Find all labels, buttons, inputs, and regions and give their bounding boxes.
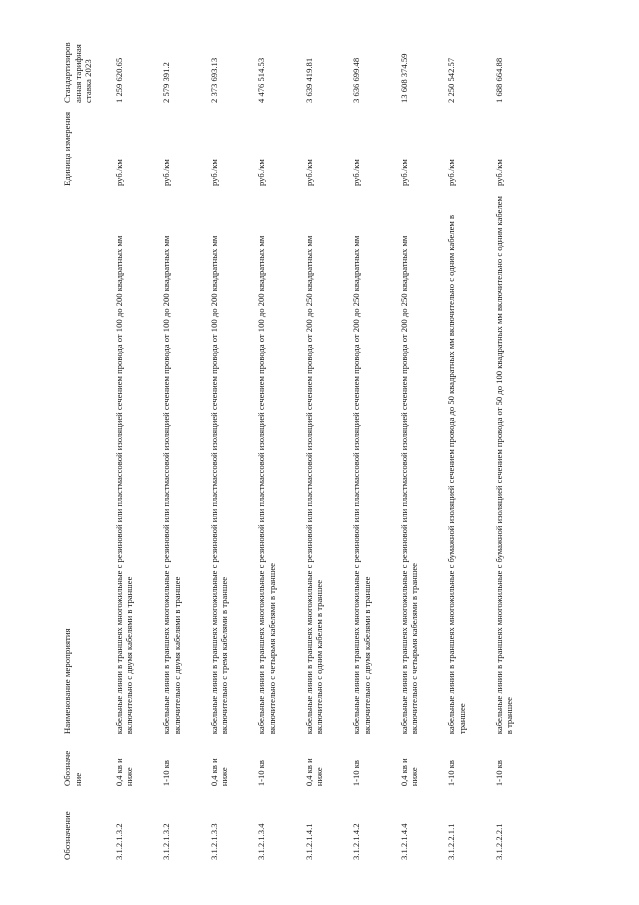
cell-rate: 2 250 542.57	[446, 57, 456, 103]
cell-name: кабельные линии в траншеях многожильные с резиновой или пластмассовой изоляцией сечением провода от 200 до 250 квадратных мм включительно с двумя кабелями в траншее	[351, 235, 372, 735]
cell-code: 3.1.2.1.3.3	[208, 823, 219, 860]
header-voltage: Обозначе ние	[62, 750, 83, 787]
cell-unit: руб./км	[208, 159, 219, 187]
table-header-row	[62, 25, 114, 860]
cell-unit: руб./км	[446, 159, 456, 187]
cell-code: 3.1.2.1.4.1	[303, 823, 314, 860]
cell-code: 3.1.2.1.3.4	[256, 823, 266, 860]
table-row	[399, 25, 447, 860]
header-unit: Единица измерения	[62, 111, 72, 187]
cell-name: кабельные линии в траншеях многожильные с резиновой или пластмассовой изоляцией сечением провода от 200 до 250 квадратных мм включительно с одним кабелем в траншее	[303, 235, 324, 735]
header-name: Наименование мероприятия	[62, 628, 72, 735]
cell-voltage: 1-10 кв	[351, 760, 361, 787]
cell-rate: 3 639 419.81	[303, 57, 314, 103]
cell-rate: 4 476 514.53	[256, 57, 266, 103]
tariff-table	[62, 25, 541, 860]
cell-voltage: 1-10 кв	[446, 760, 456, 787]
cell-name: кабельные линии в траншеях многожильные с бумажной изоляцией сечением провода до 50 квадратных мм включительно с одним кабелем в траншее	[446, 214, 467, 735]
cell-code: 3.1.2.1.3.2	[113, 823, 124, 860]
cell-name: кабельные линии в траншеях многожильные с резиновой или пластмассовой изоляцией сечением провода от 100 до 200 квадратных мм включительно с тремя кабелями в траншее	[208, 235, 229, 735]
cell-name: кабельные линии в траншеях многожильные с резиновой или пластмассовой изоляцией сечением провода от 100 до 200 квадратных мм включительно с четырьмя кабелями в траншее	[256, 235, 277, 735]
table-row	[209, 25, 257, 860]
cell-voltage: 1-10 кв	[493, 760, 504, 787]
cell-rate: 13 608 374.59	[398, 53, 409, 103]
table-row	[494, 25, 542, 860]
cell-code: 3.1.2.2.1.1	[446, 823, 456, 860]
cell-name: кабельные линии в траншеях многожильные с резиновой или пластмассовой изоляцией сечением провода от 100 до 200 квадратных мм включительно с двумя кабелями в траншее	[161, 235, 182, 735]
table-row	[304, 25, 352, 860]
cell-voltage: 1-10 кв	[256, 760, 266, 787]
cell-name: кабельные линии в траншеях многожильные с резиновой или пластмассовой изоляцией сечением провода от 200 до 250 квадратных мм включительно с четырьмя кабелями в траншее	[398, 235, 419, 735]
cell-unit: руб./км	[303, 159, 314, 187]
table-row	[114, 25, 162, 860]
cell-unit: руб./км	[256, 159, 266, 187]
cell-voltage: 0,4 кв и ниже	[208, 758, 229, 787]
cell-rate: 2 579 391.2	[161, 62, 171, 103]
table-row	[256, 25, 304, 860]
cell-voltage: 0,4 кв и ниже	[113, 758, 134, 787]
cell-voltage: 0,4 кв и ниже	[398, 758, 419, 787]
cell-name: кабельные линии в траншеях многожильные с резиновой или пластмассовой изоляцией сечением провода от 100 до 200 квадратных мм включительно с двумя кабелями в траншее	[113, 235, 134, 735]
cell-voltage: 0,4 кв и ниже	[303, 758, 324, 787]
cell-name: кабельные линии в траншеях многожильные с бумажной изоляцией сечением провода от 50 до 100 квадратных мм включительно с одним кабелем в траншее	[493, 196, 514, 735]
cell-unit: руб./км	[161, 159, 171, 187]
cell-rate: 3 636 699.48	[351, 57, 361, 103]
table-row	[161, 25, 209, 860]
header-code: Обозначение	[62, 811, 72, 860]
cell-code: 3.1.2.1.4.2	[351, 823, 361, 860]
cell-rate: 1 688 664.88	[493, 57, 504, 103]
cell-rate: 2 373 693.13	[208, 57, 219, 103]
cell-unit: руб./км	[113, 159, 124, 187]
cell-rate: 1 259 620.65	[113, 57, 124, 103]
cell-code: 3.1.2.1.3.2	[161, 823, 171, 860]
table-row	[351, 25, 399, 860]
table-row	[446, 25, 494, 860]
cell-unit: руб./км	[351, 159, 361, 187]
cell-unit: руб./км	[398, 159, 409, 187]
cell-code: 3.1.2.2.2.1	[493, 823, 504, 860]
cell-voltage: 1-10 кв	[161, 760, 171, 787]
cell-unit: руб./км	[493, 159, 504, 187]
cell-code: 3.1.2.1.4.4	[398, 823, 409, 860]
header-rate: Стандартизиров анная тарифная ставка 2023	[62, 42, 93, 103]
